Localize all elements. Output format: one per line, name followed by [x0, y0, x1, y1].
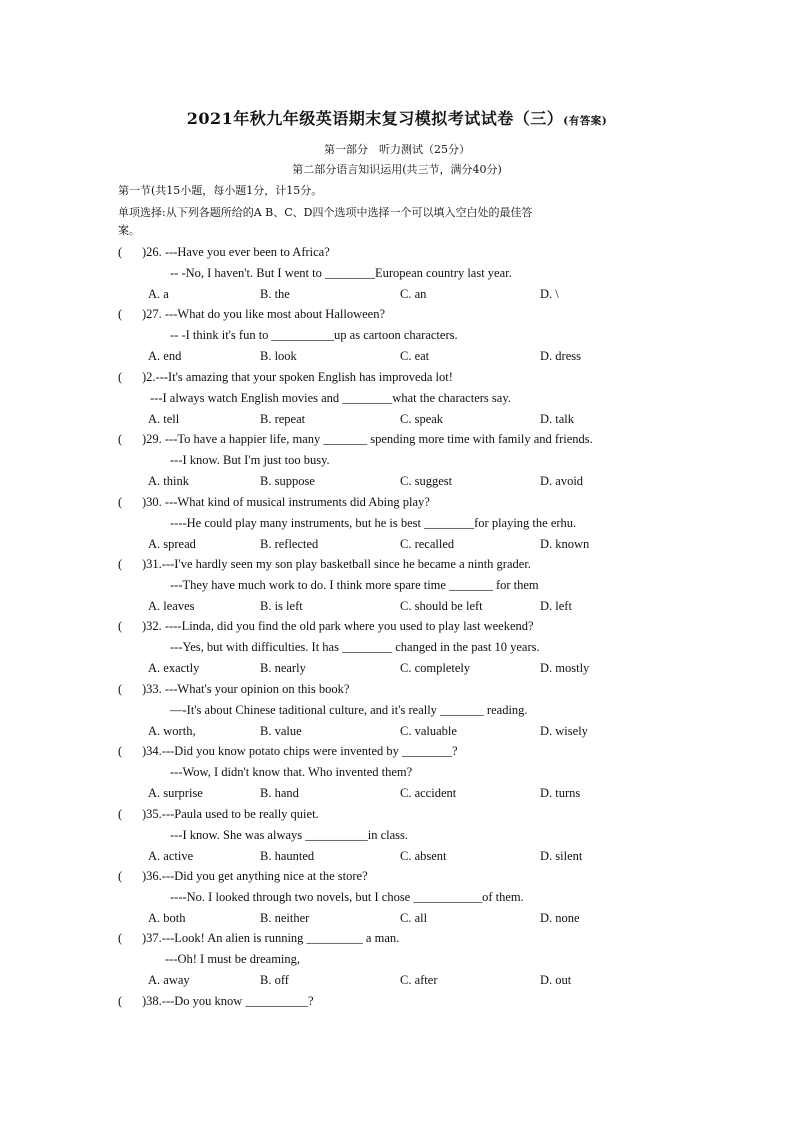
question-12 [118, 931, 399, 946]
option-c: C. accident [400, 786, 457, 801]
question-10 [118, 807, 319, 822]
title-suffix: (有答案) [563, 115, 608, 127]
option-b: B. value [260, 723, 302, 738]
reply-text: ---They have much work to do. I think more spare time _______ for them [170, 578, 539, 592]
option-c: C. absent [400, 848, 447, 863]
question-3 [118, 370, 453, 385]
reply-text: —-It's about Chinese taditional culture, and it's really _______ reading. [170, 702, 528, 717]
question-text: )35.---Paula used to be really quiet. [142, 806, 319, 821]
option-c: C. completely [400, 661, 471, 676]
option-b: B. haunted [260, 848, 315, 863]
option-a: A. leaves [148, 599, 195, 613]
option-a: A. active [148, 848, 194, 863]
question-text: )26. ---Have you ever been to Africa? [142, 245, 330, 259]
question-text: )2.---It's amazing that your spoken English has improveda lot! [142, 369, 453, 384]
option-c: C. an [400, 287, 427, 301]
question-8 [118, 682, 349, 697]
option-c: C. should be left [400, 599, 483, 613]
question-1 [118, 245, 330, 260]
title-main: 2021年秋九年级英语期末复习模拟考试试卷（三） [186, 109, 564, 128]
option-d: D. silent [540, 848, 583, 863]
question-7 [118, 619, 534, 634]
answer-bracket: ( [118, 557, 123, 571]
option-a: A. a [148, 287, 169, 301]
question-11 [118, 869, 368, 884]
instruction-line2: 案。 [118, 224, 140, 237]
option-d: D. wisely [540, 723, 588, 738]
option-a: A. spread [148, 536, 196, 551]
answer-bracket: ( [118, 806, 123, 821]
question-5 [118, 495, 430, 510]
option-a: A. worth, [148, 723, 196, 738]
option-a: A. away [148, 973, 190, 988]
option-c: C. all [400, 911, 428, 925]
option-b: B. nearly [260, 661, 306, 676]
option-d: D. mostly [540, 661, 590, 676]
option-d: D. none [540, 911, 580, 925]
option-b: B. look [260, 349, 297, 364]
answer-bracket: ( [118, 369, 123, 384]
question-text: )38.---Do you know __________? [142, 994, 314, 1008]
question-text: )33. ---What's your opinion on this book? [142, 681, 350, 696]
option-d: D. talk [540, 411, 575, 426]
page-title [0, 106, 794, 129]
reply-text: ---I always watch English movies and ________what the characters say. [150, 390, 511, 405]
answer-bracket: ( [118, 619, 123, 634]
option-a: A. surprise [148, 786, 203, 801]
question-text: )37.---Look! An alien is running _________ a man. [142, 931, 400, 946]
answer-bracket: ( [118, 931, 123, 946]
reply-text: ----No. I looked through two novels, but I chose ___________of them. [170, 890, 524, 904]
option-a: A. end [148, 349, 182, 364]
option-c: C. suggest [400, 474, 453, 489]
option-b: B. hand [260, 786, 299, 801]
option-b: B. suppose [260, 474, 315, 489]
option-d: D. dress [540, 349, 581, 364]
question-6 [118, 557, 531, 572]
part2-heading: 第二部分语言知识运用(共三节，满分40分) [292, 163, 502, 176]
question-text: )29. ---To have a happier life, many _______ spending more time with family and friends. [142, 432, 593, 447]
question-text: )27. ---What do you like most about Halloween? [142, 307, 385, 322]
reply-text: ----He could play many instruments, but he is best ________for playing the erhu. [170, 515, 577, 530]
answer-bracket: ( [118, 744, 123, 759]
option-a: A. tell [148, 411, 180, 426]
reply-text: ---Wow, I didn't know that. Who invented them? [170, 765, 413, 780]
instruction-line1: 单项选择:从下列各题所给的A B、C、D四个选项中选择一个可以填入空白处的最佳答 [118, 206, 533, 219]
reply-text: -- -I think it's fun to __________up as cartoon characters. [170, 328, 458, 343]
question-text: )36.---Did you get anything nice at the store? [142, 869, 368, 883]
part1-heading: 第一部分 听力测试（25分） [324, 143, 470, 156]
option-c: C. after [400, 973, 438, 988]
reply-text: ---Yes, but with difficulties. It has ________ changed in the past 10 years. [170, 640, 540, 655]
reply-text: ---I know. But I'm just too busy. [170, 453, 330, 468]
reply-text: ---Oh! I must be dreaming, [165, 952, 301, 967]
question-38 [118, 994, 314, 1009]
option-b: B. neither [260, 911, 310, 925]
option-d: D. known [540, 536, 590, 551]
option-b: B. reflected [260, 536, 319, 551]
answer-bracket: ( [118, 245, 123, 259]
question-text: )31.---I've hardly seen my son play basketball since he became a ninth grader. [142, 557, 531, 571]
question-text: )30. ---What kind of musical instruments did Abing play? [142, 494, 430, 509]
option-b: B. off [260, 973, 289, 988]
option-a: A. both [148, 911, 186, 925]
option-d: D. out [540, 973, 572, 988]
option-b: B. repeat [260, 411, 306, 426]
question-4 [118, 432, 593, 447]
question-text: )34.---Did you know potato chips were invented by ________? [142, 744, 458, 759]
option-c: C. speak [400, 411, 444, 426]
option-c: C. eat [400, 349, 430, 364]
option-b: B. the [260, 287, 290, 301]
answer-bracket: ( [118, 994, 123, 1008]
option-d: D. avoid [540, 474, 584, 489]
reply-text: -- -No, I haven't. But I went to ________European country last year. [170, 266, 512, 280]
option-b: B. is left [260, 599, 303, 613]
option-c: C. valuable [400, 723, 457, 738]
option-d: D. \ [540, 287, 559, 301]
answer-bracket: ( [118, 681, 123, 696]
option-a: A. think [148, 474, 189, 489]
option-a: A. exactly [148, 661, 200, 676]
reply-text: ---I know. She was always __________in class. [170, 827, 409, 842]
section1-heading: 第一节(共15小题，每小题1分，计15分。 [118, 184, 323, 197]
question-2 [118, 307, 385, 322]
question-9 [118, 744, 458, 759]
question-text: )32. ----Linda, did you find the old park where you used to play last weekend? [142, 619, 534, 634]
answer-bracket: ( [118, 307, 123, 322]
option-c: C. recalled [400, 536, 455, 551]
answer-bracket: ( [118, 494, 123, 509]
option-d: D. turns [540, 786, 581, 801]
option-d: D. left [540, 599, 572, 613]
answer-bracket: ( [118, 432, 123, 447]
answer-bracket: ( [118, 869, 123, 883]
